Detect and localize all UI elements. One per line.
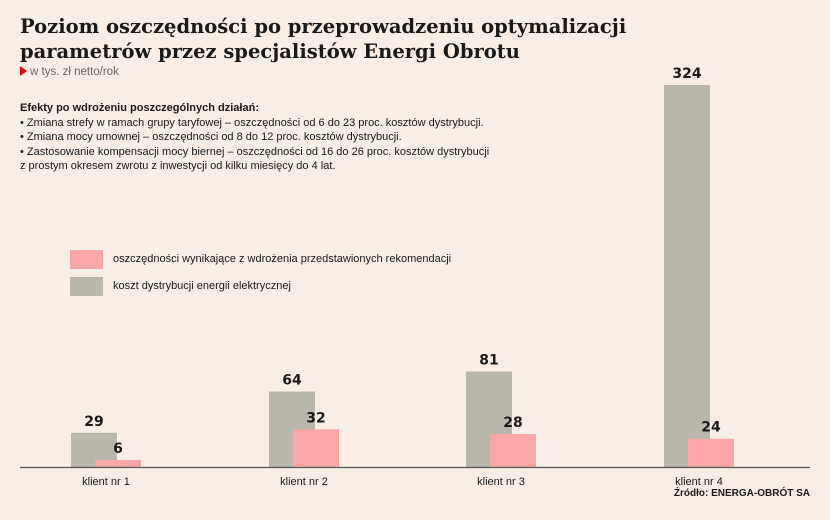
bar-savings <box>490 434 536 467</box>
value-label-savings: 24 <box>701 419 721 436</box>
category-label: klient nr 4 <box>675 476 723 488</box>
bar-savings <box>293 429 339 467</box>
effects-heading: Efekty po wdrożeniu poszczególnych działań: <box>20 102 259 114</box>
value-label-cost: 29 <box>84 413 104 430</box>
value-label-cost: 64 <box>282 372 302 389</box>
bar-savings <box>95 460 141 467</box>
value-label-savings: 6 <box>113 440 123 457</box>
value-label-cost: 81 <box>479 352 499 369</box>
legend-label-cost: koszt dystrybucji energii elektrycznej <box>113 280 291 292</box>
unit-text: w tys. zł netto/rok <box>30 66 119 78</box>
effects-item: • Zastosowanie kompensacji mocy biernej – oszczędności od 16 do 26 proc. kosztów dystrybucji <box>20 145 490 158</box>
value-label-savings: 32 <box>306 410 326 427</box>
category-label: klient nr 2 <box>280 476 328 488</box>
bar-savings <box>688 439 734 467</box>
effects-item: • Zmiana strefy w ramach grupy taryfowej – oszczędności od 6 do 23 proc. kosztów dystrybucji. <box>20 116 484 129</box>
chart-title: Poziom oszczędności po przeprowadzeniu optymalizacji parametrów przez specjalistów Energi Obrotu <box>20 15 627 63</box>
category-label: klient nr 1 <box>82 476 130 488</box>
value-label-savings: 28 <box>503 414 523 431</box>
category-label: klient nr 3 <box>477 476 525 488</box>
legend-label-savings: oszczędności wynikające z wdrożenia przedstawionych rekomendacji <box>113 253 452 265</box>
value-label-cost: 324 <box>672 66 702 82</box>
source-note: Źródło: ENERGA-OBRÓT SA <box>673 488 810 499</box>
bar-cost <box>664 85 710 467</box>
effects-item: • Zmiana mocy umownej – oszczędności od 8 do 12 proc. kosztów dystrybucji. <box>20 131 402 143</box>
effects-item: z prostym okresem zwrotu z inwestycji od kilku miesięcy do 4 lat. <box>20 160 336 172</box>
